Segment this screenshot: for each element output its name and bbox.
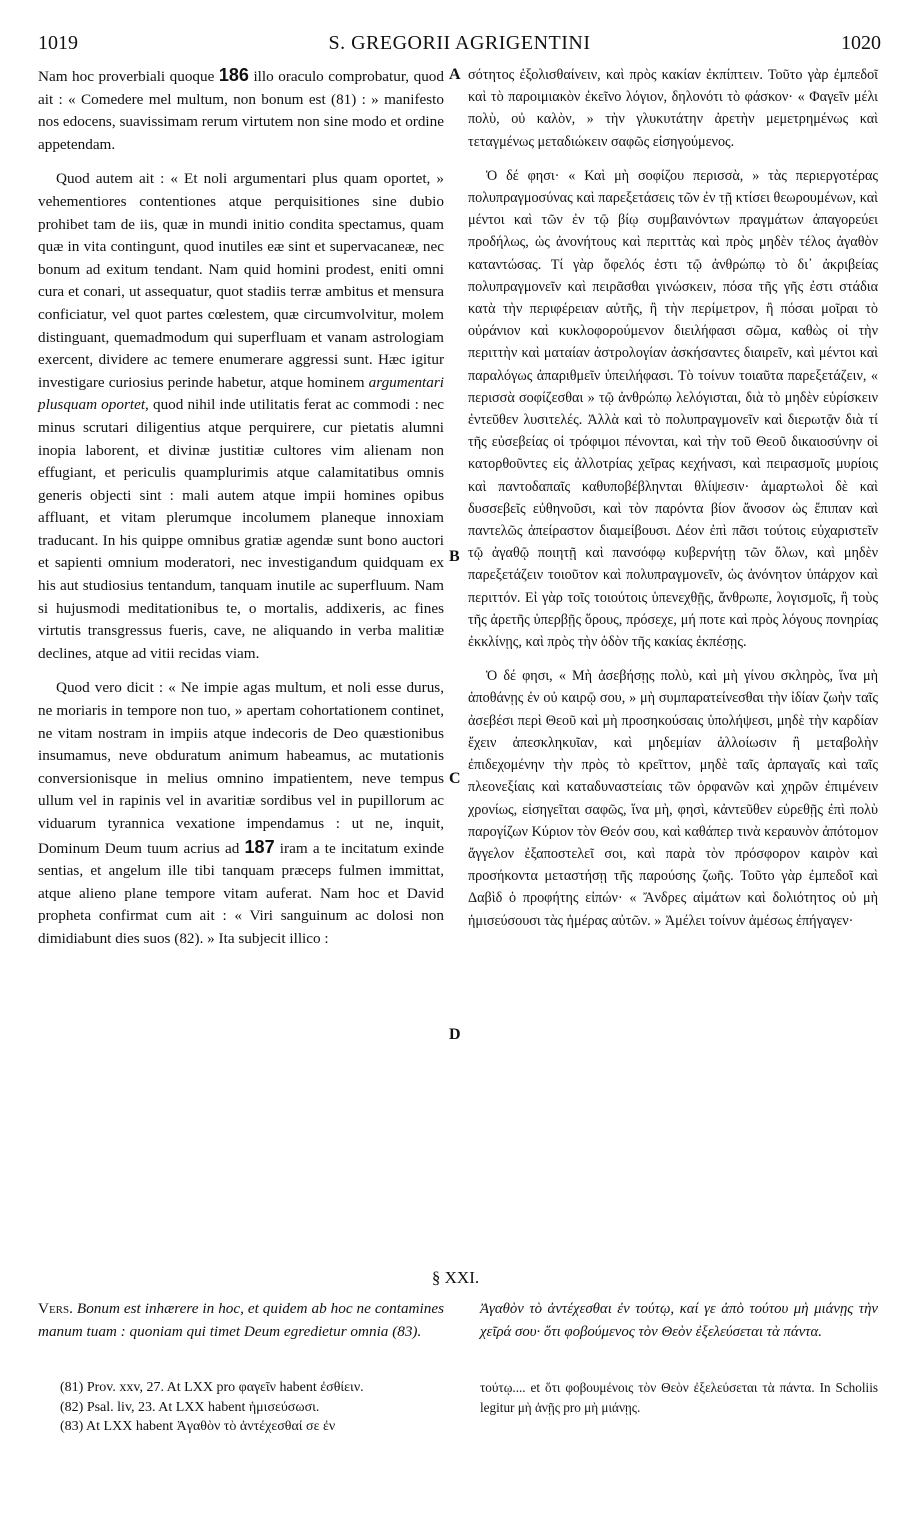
footnotes-latin (60, 1378, 450, 1437)
versus-latin-text: Bonum est inhærere in hoc, et quidem ab hoc ne contamines manum tuam : quoniam qui timet Deum egredietur omnia (83). (38, 1300, 444, 1340)
margin-mark-a: A (449, 66, 461, 83)
margin-mark-b: B (449, 548, 460, 565)
latin-text: illo oraculo comprobatur, quod ait : « Comedere mel multum, non bonum est (81) : » manifesto nos edocens, suavissimam rerum virtutem non sine modo et ordine appetendam. (38, 68, 444, 153)
footnote-83: (83) At LXX habent Ἀγαθὸν τὸ ἀντέχεσθαί σε ἐν (60, 1419, 336, 1434)
migne-page-number: 187 (244, 836, 275, 857)
latin-text: iram a te incitatum exinde sentias, et angelum ille tibi tanquam præceps fulmen immittat, atque alieno plane tempore vitam auferat. Nam hoc et David propheta confirmat cum ait : « Viri sanguinum ac dolosi non dimidiabunt dies suos (82). » Ita subjecit illico : (38, 839, 444, 947)
latin-text: Quod vero dicit : « Ne impie agas multum, et noli esse durus, ne moriaris in tempore non tuo, » apertam cohortationem continet, ne vitam nostram in impiis atque indecoris de Deo quæstionibus insumamus, neve obduratum animum habeamus, ac mutationis conversionisque in melius omnino impatientem, neve tempus ullum vel in rapinis vel in avaritiæ sordibus vel in pupillorum ac viduarum tyrannica vexatione impendamus : ut ne, inquit, Dominum Deum tuum acrius ad (38, 679, 444, 857)
page-header (38, 32, 881, 62)
latin-paragraph-1 (38, 64, 444, 156)
margin-mark-d: D (449, 1026, 461, 1043)
latin-text: quod nihil inde utilitatis ferat ac commodi : nec minus scrutari diligentius atque perquirere, cur pietatis alumni inopia laborent, et divinæ justitiæ cultores vim alienam non effugiant, et periculis quamplurimis atque calamitatibus omnis generis objecti sint : mali autem atque impii homines opibus affluant, et vitam plerumque incolumem planeque innoxiam traducant. In his quippe omnibus gratiæ agendæ sunt bono auctori et sapienti omnium moderatori, nec investigandum quidquam ex his aut studiosius tentandum, tanquam inutile ac superfluum. Nam si hujusmodi meditationibus te, o mortalis, addixeris, ac fines virtutis transgressus fueris, cave, ne aliquando in verba malitiæ declines, atque ad vitii recidas viam. (38, 396, 444, 662)
latin-text: Nam hoc proverbiali quoque (38, 68, 219, 85)
latin-paragraph-3 (38, 677, 444, 950)
page-number-left: 1019 (38, 32, 78, 54)
section-heading: § XXI. (431, 1268, 480, 1287)
latin-column (38, 64, 444, 951)
versus-latin (38, 1298, 444, 1343)
greek-paragraph-1: σότητος ἐξολισθαίνειν, καὶ πρὸς κακίαν ἐκπίπτειν. Τοῦτο γὰρ ἐμπεδοῖ καὶ τὸ παροιμιακὸν ἐκεῖνο λόγιον, δηλονότι τὸ φάσκον· « Φαγεῖν μέλι πολὺ, οὐ καλὸν, » τὴν γλυκυτάτην ἀρετὴν μεμετρημένως καὶ τεταγμένως μεταδιώκειν σαφῶς εἰσηγούμενος. (468, 67, 878, 150)
running-title: S. GREGORII AGRIGENTINI (328, 32, 591, 54)
greek-paragraph-2: Ὁ δέ φησι· « Καὶ μὴ σοφίζου περισσὰ, » τὰς περιεργοτέρας πολυπραγμοσύνας καὶ παρεξετάσεις τῶν ἐν τῇ κτίσει θεωρουμένων, καὶ μέντοι καὶ τῶν ἐν τῷ βίῳ συμβαινόντων πραγμάτων ἀπαγορεύει προδήλως, ὡς ἀνονήτους καὶ περιττὰς καὶ πρὸς μηδὲν τέλος ἀγαθὸν καταντώσας. Τί γὰρ ὄφελός ἐστι τῷ ἀνθρώπῳ τὸ δι᾽ ἀκριβείας πολυπραγμονεῖν καὶ πειρᾶσθαι γινώσκειν, πόσα τῆς γῆς ἐστι στάδια κατὰ τὴν περιφέρειαν αὐτῆς, ἢ τὴν περίμετρον, ἢ πόσαι μοῖραι τὸ οὐράνιον καὶ κυκλοφορούμενον διειλήφασι σῶμα, καθὼς οἱ τὴν περιττὴν καὶ ματαίαν ἀστρολογίαν ἀσκήσαντες διαιρεῖν, καὶ μέντοι καὶ παραλόγως ἀπαριθμεῖν ὑπειλήφασι. Τὸ τοίνυν τοιαῦτα παρεξετάζειν, « περισσὰ σοφίζεσθαι » τῷ ἀνθρώπῳ λελόγισται, διὰ τὸ μηδὲν εὑρίσκειν ἐντεῦθεν λυσιτελές. Ἀλλὰ καὶ τὸ πολυπραγμονεῖν καὶ διερωτᾷν διὰ τί τῆς εὐσεβείας οἱ τρόφιμοι πένονται, καὶ τὴν τοῦ Θεοῦ δικαιοσύνην οἱ κατορθοῦντες εἰς ἀλλοτρίας χεῖρας κεχήνασι, καὶ πειρασμοῖς μυρίοις καὶ παντοδαπαῖς καθυποβέβληνται θλίψεσιν· ἁμαρτωλοὶ δὲ καὶ δυσσεβεῖς εὐθηνοῦσι, καὶ τὸν παρόντα βίον ἄνοσον ὡς ἔπιπαν καὶ παντελῶς ἀπείραστον διαμείβουσι. Δέον ἐπὶ πᾶσι τούτοις εὐχαριστεῖν τῷ ἀγαθῷ ποιητῇ καὶ πανσόφῳ κυβερνήτῃ τῶν ὅλων, καὶ μηδὲν παρεξετάζειν τοιοῦτον καὶ πολυπραγμονεῖν, ὡς ἀνόνητον ὑπάρχον καὶ περιττόν. Εἰ γὰρ τοῖς τοιούτοις ὑπενεχθῇς, ἄνθρωπε, λογισμοῖς, ἢ τοὺς τῆς ἀρετῆς ὑπερβῇς ὅρους, πρόσεχε, μή ποτε καὶ πρὸς λόγους πονηρίας ἐκκλίνῃς, καὶ πρὸς τὴν ὁδὸν τῆς κακίας ἐκπέσῃς. (468, 167, 878, 651)
latin-italic-quote: argumentari plusquam oportet, (38, 373, 444, 414)
greek-column (468, 64, 878, 932)
latin-text: Quod autem ait : « Et noli argumentari plus quam oportet, » vehementiores contentiones atque perquisitiones sine dubio prohibet tam de iis, quæ in mundi initio condita spectamus, quam quæ in vita contingunt, quod inutiles eæ sint et supervacaneæ, nec bonum ad exitum tendant. Nam quid homini prodest, eniti omni cura et conari, ut assequatur, quot stadiis terræ ambitus et mensura conficiatur, vel quot partes cœlestem, quæ circumvolvitur, molem distinguant, quemadmodum qui superfluam et vanam astrologiam exercent, dividere ac temere enumerare aggressi sunt. Hæc igitur investigare curiosius perinde habetur, atque hominem (38, 170, 444, 391)
footnote-81: (81) Prov. xxv, 27. At LXX pro φαγεῖν habent ἐσθίειν. (60, 1380, 364, 1395)
latin-paragraph-2 (38, 168, 444, 665)
migne-page-number: 186 (218, 65, 249, 85)
footnote-greek-continuation: τούτῳ.... et ὅτι φοβουμένοις τὸν Θεὸν ἐξελεύσεται τὰ πάντα. In Scholiis legitur μὴ ἀνῇς pro μὴ μιάνῃς. (480, 1380, 878, 1415)
page-number-right: 1020 (841, 32, 881, 54)
versus-greek: Ἀγαθὸν τὸ ἀντέχεσθαι ἐν τούτῳ, καί γε ἀπὸ τούτου μὴ μιάνῃς τὴν χεῖρά σου· ὅτι φοβούμενος τὸν Θεὸν ἐξελεύσεται τὰ πάντα. (480, 1301, 878, 1340)
margin-mark-c: C (449, 770, 461, 787)
versus-label: Vers. (38, 1300, 73, 1317)
footnote-82: (82) Psal. liv, 23. At LXX habent ἡμισεύσωσι. (60, 1399, 320, 1415)
greek-paragraph-3: Ὁ δέ φησι, « Μὴ ἀσεβήσῃς πολὺ, καὶ μὴ γίνου σκληρὸς, ἵνα μὴ ἀποθάνῃς ἐν οὐ καιρῷ σου, » μὴ συμπαρατείνεσθαι τὴν ἰδίαν ζωὴν ταῖς ἀσεβέσι περὶ Θεοῦ καὶ μὴ προσηκούσαις ὑπολήψεσι, μηδὲ τὴν καρδίαν ἔχειν ἀπεσκληκυῖαν, καὶ μηδεμίαν ἀλλοίωσιν ἢ μεταβολὴν ἐπιδεχομένην τὴν πρὸς τὸ κρεῖττον, μηδὲ ταῖς ἁρπαγαῖς καὶ ταῖς πλεονεξίαις καὶ καταδυναστείαις τῶν ὀρφανῶν καὶ χηρῶν ἐπιμένειν χρονίως, εἰσηγεῖται σαφῶς, ἵνα μὴ, φησὶ, κἀντεῦθεν εὑρεθῇς ἐπὶ πολὺ παρογίζων Κύριον τὸν Θεόν σου, καὶ καθάπερ τινὰ κεραυνὸν ἀπότομον ἄγγελον ἐξαποστελεῖ σοι, καὶ παρὰ τὸν πρόσφορον καιρὸν καὶ προσήκοντα μεταστήσῃ τῆς παρούσης ζωῆς. Τοῦτο γὰρ ἐμπεδοῖ καὶ Δαβὶδ ὁ προφήτης εἰπών· « Ἄνδρες αἱμάτων καὶ δολιότητος οὐ μὴ ἡμισεύσουσι τὰς ἡμέρας αὐτῶν. » Ἀμέλει τοίνυν ἀμέσως ἐπήγαγεν· (468, 668, 878, 929)
